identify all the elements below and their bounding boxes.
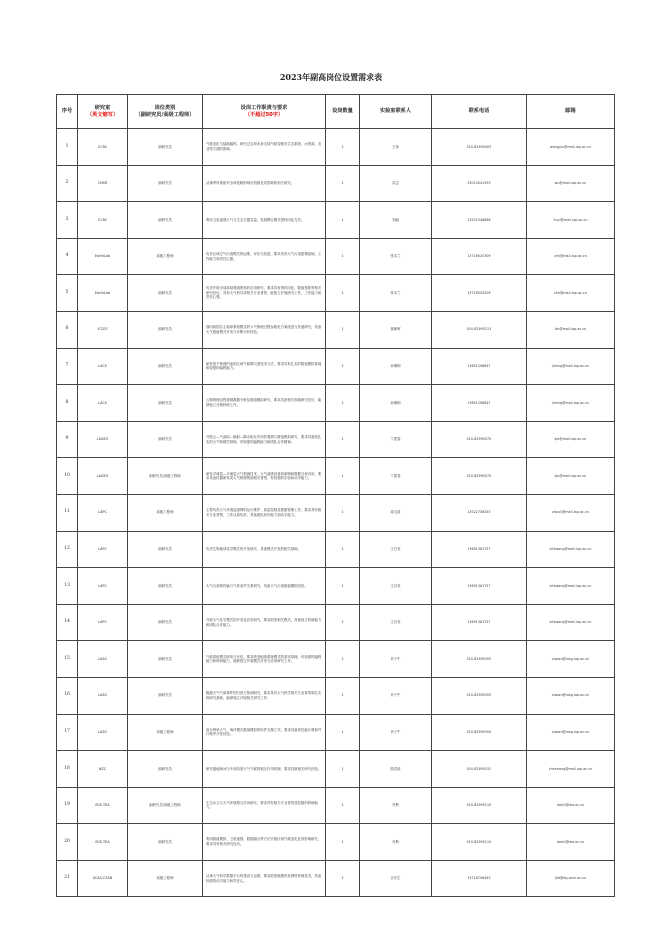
cell-no: 2 [57,165,78,202]
cell-count: 1 [326,311,360,348]
cell-count: 1 [326,714,360,751]
cell-category: 副研究员 [128,202,203,239]
cell-category: 副研究员/高级工程师 [128,787,203,824]
cell-email: xiaozn@lasg.iap.ac.cn [527,714,615,751]
cell-category: 副研究员 [128,568,203,605]
cell-no: 14 [57,604,78,641]
cell-lab: ICCES [78,311,128,348]
cell-count: 1 [326,604,360,641]
cell-category: 副研究员 [128,641,203,678]
table-row [57,202,615,239]
header-lab-label: 研究室 [94,104,111,111]
cell-no: 19 [57,787,78,824]
cell-phone: 13716520309 [432,238,527,275]
cell-duty: 生态水文与大气环境相互作用研究，要求具有相关专业背景及较强的科研能力。 [203,787,326,824]
cell-phone: 010-82995003 [432,129,527,166]
table-row [57,165,615,202]
cell-count: 1 [326,531,360,568]
cell-category: 副研究员 [128,348,203,385]
cell-lab: LASG [78,641,128,678]
cell-lab: EarthLab [78,238,128,275]
cell-email: xiaozn@lasg.iap.ac.cn [527,641,615,678]
cell-duty: 研发基于物理约束的区域气候降尺度技术方法，要求具有扎实的数值模拟基础和较强的编程能力。 [203,348,326,385]
table-row [57,860,615,897]
cell-contact: 王自发 [360,568,432,605]
table-row [57,751,615,788]
header-lab-note: （英文缩写） [86,111,119,118]
cell-duty: 从事季风系统对全球变暖的响应机制及其影响的相关研究。 [203,165,326,202]
cell-no: 8 [57,385,78,422]
cell-no: 21 [57,860,78,897]
cell-phone: 13522738455 [432,494,527,531]
cell-duty: 利用数值模拟、卫星遥感、数据融合等方法开展区域气候变化及其影响研究，要求具有相关研究经历。 [203,824,326,861]
cell-contact: 王萍 [360,129,432,166]
cell-contact: 肖子牛 [360,677,432,714]
cell-lab: SCAS-CSSN [78,860,128,897]
cell-email: zifawang@mail.iap.ac.cn [527,531,615,568]
cell-contact: 吉东生 [360,860,432,897]
cell-duty: 从事大气科学数据平台的建设与运维，要求熟悉数据库及网络管理技术，具备较强的动手能力和责任心。 [203,860,326,897]
cell-no: 10 [57,458,78,495]
cell-contact: 丹利 [360,787,432,824]
cell-duty: 负责生物地球化学模式的开发研究，具备模式开发的相关基础。 [203,531,326,568]
cell-contact: 孙琳明 [360,348,432,385]
cell-count: 1 [326,238,360,275]
cell-count: 1 [326,641,360,678]
cell-email: zifawang@mail.iap.ac.cn [527,568,615,605]
cell-category: 副研究员 [128,165,203,202]
cell-no: 12 [57,531,78,568]
cell-email: xiaozn@lasg.iap.ac.cn [527,677,615,714]
cell-email: danli@tea.ac.cn [527,824,615,861]
cell-count: 1 [326,824,360,861]
cell-count: 1 [326,275,360,312]
cell-count: 1 [326,568,360,605]
cell-phone: 010-82995152 [432,751,527,788]
cell-no: 15 [57,641,78,678]
cell-duty: 主要负责大气环境监测网的运行维护、质量控制及数据管理工作，要求具有相关专业背景，工作认真负责，具备团队协作能力和动手能力。 [203,494,326,531]
cell-phone: 010-82995305 [432,641,527,678]
cell-email: znh@mail.iap.ac.cn [527,238,615,275]
cell-no: 7 [57,348,78,385]
cell-phone: 13691361757 [432,604,527,641]
cell-duty: 负责区域空气污染模式的运维、评估与改进，要求具有大气污染建模基础，工作能力和责任心强。 [203,238,326,275]
cell-phone: 13691361757 [432,568,527,605]
cell-no: 16 [57,677,78,714]
cell-count: 1 [326,860,360,897]
cell-email: zifawang@mail.iap.ac.cn [527,604,615,641]
cell-contact: 卞建春 [360,458,432,495]
cell-lab: LASG [78,677,128,714]
cell-lab: LAPC [78,604,128,641]
cell-email: bjc@mail.iap.ac.cn [527,458,615,495]
cell-lab: CCRC [78,202,128,239]
cell-category: 副研究员 [128,275,203,312]
cell-duty: 气候变化与陆地碳库。研究过去和未来全球气候变暖对生态系统、水资源、农业等方面的影响。 [203,129,326,166]
cell-contact: 王自发 [360,604,432,641]
cell-count: 1 [326,787,360,824]
cell-email: zhouli@mail.iap.ac.cn [527,494,615,531]
header-email [527,95,615,129]
cell-count: 1 [326,385,360,422]
cell-contact: 肖子牛 [360,714,432,751]
cell-contact: 王自发 [360,531,432,568]
cell-no: 3 [57,202,78,239]
table-row [57,385,615,422]
cell-no: 20 [57,824,78,861]
cell-email: chenhong@mail.iap.ac.cn [527,751,615,788]
cell-lab: LAGEO [78,458,128,495]
cell-lab: RCE-TEA [78,787,128,824]
table-row [57,129,615,166]
header-duty [203,95,326,129]
header-duty-note: （不超过50字） [244,111,284,118]
cell-duty: 云微物理过程观测数据分析及数值模拟研究，要求具备相关领域研究经历，能够独立开展科研工作。 [203,385,326,422]
cell-category: 副研究员 [128,751,203,788]
cell-phone: 010-82995115 [432,824,527,861]
header-count [326,95,360,129]
cell-category: 高级工程师 [128,494,203,531]
cell-contact: 周玉波 [360,494,432,531]
cell-contact: 张本兰 [360,238,432,275]
cell-duty: 大气污染物传输与气象条件关系研究，具备大气污染数值模拟经验。 [203,568,326,605]
cell-lab: CNSR [78,165,128,202]
header-category-note: （副研究员/高级工程师） [135,111,195,118]
cell-duty: 极端天气气候事件的归因与预测研究，要求具有大气科学相关专业背景和扎实的研究基础，能够独立开展相关研究工作。 [203,677,326,714]
table-header-row [57,95,615,129]
table-row [57,714,615,751]
cell-lab: RCE-TEA [78,824,128,861]
cell-phone: 010-82995070 [432,421,527,458]
cell-duty: 研究极地海冰与中高纬度天气气候的相互作用机理，要求具备相关研究经验。 [203,751,326,788]
cell-contact: 陈洪滨 [360,751,432,788]
cell-phone: 13651296847 [432,348,527,385]
header-count-label: 设岗数量 [332,108,353,114]
cell-no: 4 [57,238,78,275]
cell-contact: 林朝晖 [360,311,432,348]
cell-no: 1 [57,129,78,166]
cell-no: 6 [57,311,78,348]
cell-phone: 13716520309 [432,275,527,312]
table-row [57,238,615,275]
cell-lab: LACS [78,348,128,385]
cell-lab: LAPC [78,568,128,605]
cell-count: 1 [326,421,360,458]
table-row [57,494,615,531]
cell-category: 副研究员 [128,677,203,714]
cell-duty: 负责开展全球高频观测资料的应用研究，要求具有资料同化、数值预报等相关研究经历，具有大气科学或相关专业背景，能独立开展研究工作，工作能力和责任心强。 [203,275,326,312]
table-row [57,458,615,495]
cell-category: 高级工程师 [128,860,203,897]
table-row [57,311,615,348]
cell-email: znh@mail.iap.ac.cn [527,275,615,312]
cell-no: 5 [57,275,78,312]
cell-count: 1 [326,458,360,495]
header-lab [78,95,128,129]
header-no-label: 序号 [61,108,73,114]
cell-count: 1 [326,751,360,788]
cell-email: jiming@mail.iap.ac.cn [527,348,615,385]
cell-duty: 气候系统模式研发与评估，要求熟悉地球系统模式的基本原理，有较强的编程能力和科研能力，能够独立开展模式开发与应用研究工作。 [203,641,326,678]
cell-no: 11 [57,494,78,531]
table-row [57,787,615,824]
cell-category: 副研究员/高级工程师 [128,458,203,495]
cell-no: 9 [57,421,78,458]
cell-email: wangjun@mail.iap.ac.cn [527,129,615,166]
requirements-table [56,94,615,897]
cell-category: 高级工程师 [128,238,203,275]
cell-category: 副研究员 [128,421,203,458]
cell-contact: 刘毅 [360,202,432,239]
table-row [57,677,615,714]
cell-email: jiming@mail.iap.ac.cn [527,385,615,422]
cell-phone: 010-82995070 [432,458,527,495]
cell-email: liuyi@mail.iap.ac.cn [527,202,615,239]
cell-contact: 卞建春 [360,421,432,458]
header-phone [432,95,527,129]
cell-duty: 开展云—气溶胶—辐射—降水相互作用的观测与数值模拟研究，要求具备较扎实的大气物理学基础，有较强的编程能力和团队合作精神。 [203,421,326,458]
cell-lab: LAGEO [78,421,128,458]
cell-contact: 丹利 [360,824,432,861]
cell-lab: LAPC [78,531,128,568]
cell-category: 副研究员 [128,385,203,422]
cell-no: 18 [57,751,78,788]
cell-duty: 高分辨率大气、海洋模式数值模拟的软件支撑工作，要求具备高性能计算和并行程序开发经验。 [203,714,326,751]
cell-phone: 15010041593 [432,165,527,202]
header-category-label: 岗位类别 [154,104,176,111]
table-row [57,604,615,641]
table-body [57,129,615,897]
cell-duty: 利用卫星遥感大气与生态关键变量，发展耦合模式资料同化方法。 [203,202,326,239]
cell-email: wu@mail.iap.ac.cn [527,165,615,202]
cell-phone: 010-82995305 [432,714,527,751]
cell-category: 副研究员 [128,824,203,861]
cell-phone: 010-82995213 [432,311,527,348]
cell-category: 副研究员 [128,311,203,348]
table-row [57,531,615,568]
cell-contact: 孙琳明 [360,385,432,422]
table-row [57,568,615,605]
cell-lab: LACS [78,385,128,422]
cell-lab: NZC [78,751,128,788]
cell-phone: 13691361757 [432,531,527,568]
cell-count: 1 [326,202,360,239]
table-row [57,641,615,678]
table-row [57,275,615,312]
cell-count: 1 [326,129,360,166]
cell-lab: LASG [78,714,128,751]
cell-category: 副研究员 [128,531,203,568]
cell-email: bjc@mail.iap.ac.cn [527,421,615,458]
cell-email: jdd@dq.cern.ac.cn [527,860,615,897]
cell-count: 1 [326,348,360,385]
cell-contact: 武志 [360,165,432,202]
header-no [57,95,78,129]
cell-duty: 研发对流层—平流层大气观测技术，大气遥感设备的研制和数据分析应用，要求具备仪器研发或大气物理观测相关背景，有较强的实验和动手能力。 [203,458,326,495]
header-contact [360,95,432,129]
page-title: 2023年副高岗位设置需求表 [279,72,383,82]
cell-duty: 开展大气化学模式的开发及应用研究，要求熟悉相关模式，具备独立科研能力和团队合作能力。 [203,604,326,641]
cell-category: 副研究员 [128,129,203,166]
header-contact-label: 实验室联系人 [379,108,412,114]
cell-lab: LAPC [78,494,128,531]
cell-count: 1 [326,494,360,531]
cell-no: 17 [57,714,78,751]
cell-contact: 肖子牛 [360,641,432,678]
header-duty-label: 设岗工作职责与要求 [240,104,288,111]
cell-category: 高级工程师 [128,714,203,751]
cell-count: 1 [326,677,360,714]
cell-contact: 张本兰 [360,275,432,312]
cell-email: lzh@mail.iap.ac.cn [527,311,615,348]
header-category [128,95,203,129]
cell-phone: 13521046866 [432,202,527,239]
table-row [57,824,615,861]
cell-no: 13 [57,568,78,605]
header-email-label: 邮箱 [565,108,576,114]
cell-phone: 010-82995305 [432,677,527,714]
cell-email: danli@tea.ac.cn [527,787,615,824]
cell-phone: 13716706463 [432,860,527,897]
table-row [57,421,615,458]
cell-count: 1 [326,165,360,202]
cell-phone: 010-82995115 [432,787,527,824]
cell-phone: 13651296847 [432,385,527,422]
cell-category: 副研究员 [128,604,203,641]
cell-lab: EarthLab [78,275,128,312]
cell-lab: CCRC [78,129,128,166]
header-phone-label: 联系电话 [468,108,490,114]
table-row [57,348,615,385]
cell-duty: 面向我国自主地球系统模式的大气物理过程参数化方案改进与发展研究，具备大气数值模式开发与诊断分析经验。 [203,311,326,348]
